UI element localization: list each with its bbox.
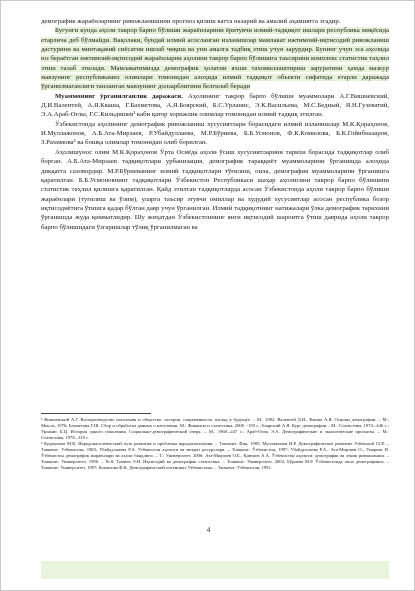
paragraph: [41, 26, 389, 91]
footnote: ² Қораҳонов М.К. Народонаселенческий путь развития и проблемы народонаселения. – Ташкент: Фан, 1985; Муллажонов И.Р. Демографическое развитие Узбекской ССР. – Ташкент: Узбекистан, 1983; Убайдуллаева Р.А. Узбекистон аҳолиси ва меҳнат ресурслари. – Тошкент: Ўзбекистон, 1997; Убайдуллаева Р.А., Ата-Мирзаев О., Умарова Н. Ўзбекистон демографик жараёнлари ва аҳоли бандлиги. – Т.: Университет, 2006; Ата-Мирзаев О.Б., Қаюмов А.А. Ўзбекистон аҳолиси: демографик ва этник ривожланиш. – Тошкент: Университет, 1996. – №8; Томиев Э.Н. Иқтисодий ва демографик статистика. – Тошкент: Университет, 2002; Бўриева М.Р. Ўзбекистонда оила демографияси. – Тошкент: Университет, 1997; Комилова Ф.К. Демографический потенциал Узбекистана. – Ташкент: Узбекистан, 1991.: [41, 441, 389, 470]
paragraph: [41, 17, 389, 26]
footnotes: [41, 417, 389, 471]
paragraph: [41, 148, 389, 232]
body-text: [41, 17, 389, 232]
page-number: 4: [206, 526, 211, 534]
paragraph-text: Аҳолининг такрор барпо бўлиши муаммолари А.Г.Вишневский, Д.И.Валентей, А.Я.Кваша, Г.Бахметова, А.Я.Боярский, Б.С.Урланис, Э.К.Васильева, М.С.Бедный, Я.Н.Гузеватий, Э.А.Араб-Оглы, Г.С.Кильдишев¹ каби қатор хорижлик олимлар томонидан илмий тадқиқ этилган.: [41, 92, 390, 119]
paragraph: [41, 92, 389, 120]
footnote: ¹ Вишневский А.Г. Воспроизводство населения и общество: история, современность, взгляд в будущее. – М., 1982; Валентей Д.И., Кваша А.Я. Основы демографии. – М.: Мысль, 1976; Бахметова Г.Ш. Сбор и обработка данных о населении. М.: Финансы и статистика, 2000. -159 с.; Боярский А.Я. Курс демографии.– М.: Статистика, 1974.–446 с.; Урланис Б.Ц. История одного поколения. Социально-демографический очерк. – М., 1968.–247 с.; Араб-Оглы Э.А. Демографические и экологические прогнозы. – М.: Статистика, 1978.–319 с.: [41, 417, 389, 440]
paragraph-text: демографик жараёнларнинг ривожланишини прогноз қилиш катта назарий ва амалий аҳамиятга эгадир.: [41, 18, 341, 25]
paragraph-text: Ўзбекистонда аҳолининг демографик ривожланиш хусусиятлари борасидаги илмий изланишлар М.К.Қораҳонов, И.Муллажонов, А.Б.Ата-Мирзаев, Р.Убайдуллаева, М.Р.Бўриева, Б.Б.Усмонов, Ф.К.Комилова, Б.К.Гойибназаров, З.Рахимова² ва бошқа олимлар томонидан олиб борилган.: [41, 120, 389, 147]
highlight-band: [41, 561, 389, 579]
paragraph-text: Аҳолишунос олим М.К.Қораҳонов Ўрта Осиёда аҳоли ўсиш хусусиятларини тарихи борасида тадқиқотлар олиб борган. А.Б.Ата-Мирзаев тадқиқотлари урбанизация, демографик тараққиёт муаммоларини ўрганишда алоҳида диққатга сазовордир. М.Р.Бўриеванинг илмий тадқиқотлари тўғилиш, оила, демография муаммоларини ўрганишга қаратилган. Б.Б.Усмоновнинг тадқиқотлари Ўзбекистон Республикаси шаҳар аҳолисини такрор барпо бўлишини статистик таҳлил қилишга қаратилган. Қайд этилган тадқиқотларда асосан Ўзбекистонда аҳоли такрор барпо бўлиши жараёнлари (туғилиш ва ўлим), уларга таъсир этувчи омиллар ва худудий хусусиятлар асосан республика бозор иқтисодиётига ўтишга қадар бўлган давр учун ўрганилган. Илмий тадқиқотнинг натижалари ўлка демографик тарихини ўрганишда жуда қимматлидир. Шу жиҳатдан Ўзбекистоннинг янги иқтисодий шароитга ўтиш даврида аҳоли такрор барпо бўлишидаги ўзгаришлар тўлиқ ўрганилмаган ва: [41, 148, 389, 231]
section-heading: Муаммонинг ўрганилганлик даражаси.: [55, 92, 183, 100]
footnote-divider: [41, 413, 151, 414]
paragraph: [41, 120, 389, 148]
paragraph-text: Бугунги кунда аҳоли такрор барпо бўлиши жараёнларини ёритувчи илмий-тадқиқот ишлари республика миқёсида етарлича деб бўлмайди. Вақолаки, бундай илмий асосланган изланишлар мамлакат ижтимоий-иқтисодий ривожланиш дастурини ва минтақавий сиёсатни ишлаб чиқиш ва уни амалга тадбиқ этиш учун зарурдир. Бунинг учун эса аҳолида юз бераётган ижтимоий-иқтисодий жараёнларни аҳолини такрор барпо бўлишига таъсирини комплекс статистик таҳлил этиш талаб этилади. Мамлакатимизда демографик ҳолатни яхши тахомиллаштириш заруратини ҳамда мазкур мавзунинг республикамиз олимлари томонидан алоҳида илмий тадқиқот объекти сифатида етарли даражада ўрганилмаганлиги танланган мавзунинг долзарблигини белгилаб беради: [41, 27, 389, 91]
